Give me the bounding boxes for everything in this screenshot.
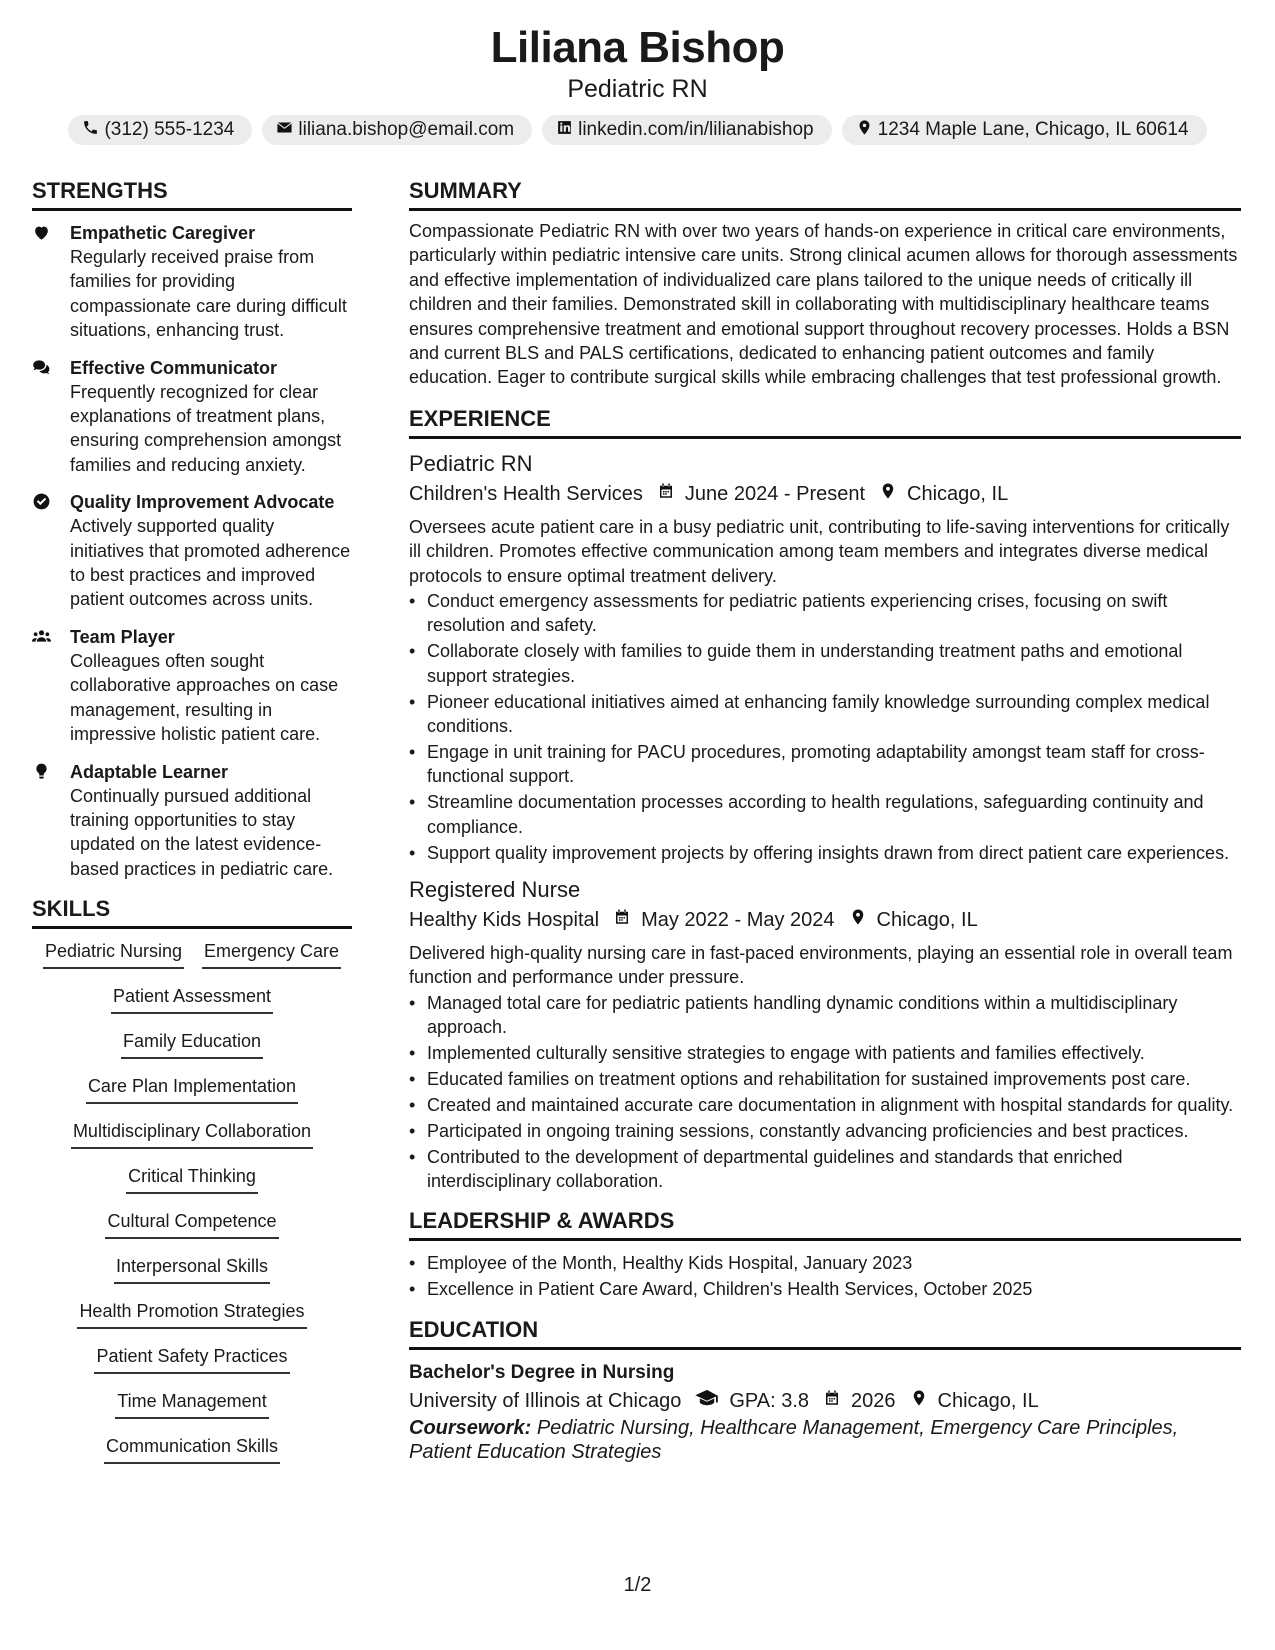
- strength-description: Colleagues often sought collaborative approaches on case management, resulting in impressive holistic patient care.: [70, 650, 339, 745]
- company-name: Children's Health Services: [409, 482, 643, 505]
- education-heading: EDUCATION: [409, 1315, 1241, 1350]
- strength-item: [32, 625, 352, 747]
- skill-tag: Interpersonal Skills: [114, 1254, 270, 1284]
- resume-header: [0, 22, 1275, 145]
- list-item: • Contributed to the development of departmental guidelines and standards that enriched interdisciplinary collaboration.: [409, 1145, 1241, 1194]
- list-item: • Managed total care for pediatric patients handling dynamic conditions within a multidisciplinary approach.: [409, 991, 1241, 1040]
- job-title: Pediatric RN: [409, 450, 533, 476]
- job-location: Chicago, IL: [876, 909, 978, 932]
- phone-icon: [82, 119, 99, 142]
- strength-title: Adaptable Learner: [70, 761, 229, 782]
- contact-bar: [0, 115, 1275, 145]
- degree-title: Bachelor's Degree in Nursing: [409, 1361, 675, 1383]
- map-marker-icon: [856, 119, 873, 142]
- left-column: [32, 176, 352, 1479]
- strength-title: Quality Improvement Advocate: [70, 492, 335, 513]
- leadership-heading: LEADERSHIP & AWARDS: [409, 1206, 1241, 1241]
- strength-item: [32, 760, 352, 882]
- check-circle-icon: [32, 490, 70, 612]
- gpa-text: GPA: 3.8: [729, 1389, 810, 1412]
- skills-heading: SKILLS: [32, 894, 352, 929]
- list-item: • Streamline documentation processes according to health regulations, safeguarding continuity and compliance.: [409, 790, 1241, 839]
- list-item: • Educated families on treatment options and rehabilitation for sustained improvements post care.: [409, 1067, 1241, 1091]
- page-indicator: 1/2: [623, 1574, 652, 1596]
- job-entry: [409, 449, 1241, 865]
- job-summary: Oversees acute patient care in a busy pediatric unit, contributing to life-saving interventions for critically ill children. Promotes effective communication among team members and integrates diverse medical protocols to ensure optimal treatment delivery.: [409, 516, 1230, 586]
- strength-title: Empathetic Caregiver: [70, 223, 256, 243]
- skill-tag: Multidisciplinary Collaboration: [71, 1119, 313, 1149]
- candidate-name: Liliana Bishop: [490, 23, 785, 72]
- skill-tag: Health Promotion Strategies: [77, 1299, 306, 1329]
- map-marker-icon: [865, 479, 907, 509]
- job-meta: [409, 479, 1241, 509]
- skill-tag: Care Plan Implementation: [86, 1074, 298, 1104]
- skill-tag: Critical Thinking: [126, 1164, 258, 1194]
- company-name: Healthy Kids Hospital: [409, 909, 600, 932]
- list-item: • Participated in ongoing training sessions, constantly advancing proficiencies and best practices.: [409, 1119, 1241, 1143]
- education-meta: [409, 1386, 1241, 1416]
- list-item: • Collaborate closely with families to guide them in understanding treatment paths and emotional support strategies.: [409, 639, 1241, 688]
- list-item: • Conduct emergency assessments for pediatric patients experiencing crises, focusing on swift resolution and safety.: [409, 589, 1241, 638]
- job-summary: Delivered high-quality nursing care in fast-paced environments, playing an essential role in overall team function and performance under pressure.: [409, 943, 1233, 988]
- linkedin-text: linkedin.com/in/lilianabishop: [578, 119, 814, 140]
- job-location: Chicago, IL: [907, 482, 1009, 505]
- phone-contact[interactable]: [68, 115, 252, 145]
- job-dates: June 2024 - Present: [684, 482, 866, 505]
- graduation-cap-icon: [681, 1386, 729, 1416]
- email-text: liliana.bishop@email.com: [298, 119, 515, 140]
- candidate-role: Pediatric RN: [567, 75, 708, 103]
- strength-title: Team Player: [70, 626, 175, 647]
- list-item: • Support quality improvement projects by offering insights drawn from direct patient care experiences.: [409, 841, 1241, 865]
- coursework: [409, 1416, 1241, 1464]
- map-marker-icon: [835, 905, 877, 935]
- users-icon: [32, 625, 70, 747]
- list-item: • Excellence in Patient Care Award, Children's Health Services, October 2025: [409, 1277, 1241, 1301]
- school-name: University of Illinois at Chicago: [409, 1389, 682, 1412]
- job-bullets: [409, 589, 1241, 865]
- coursework-list: Pediatric Nursing, Healthcare Management, Emergency Care Principles, Patient Education Strategies: [409, 1416, 1179, 1463]
- skill-tag: Emergency Care: [202, 939, 341, 969]
- calendar-icon: [809, 1386, 851, 1416]
- strength-title: Effective Communicator: [70, 357, 278, 378]
- strengths-heading: STRENGTHS: [32, 176, 352, 211]
- phone-text: (312) 555-1234: [104, 119, 235, 140]
- lightbulb-icon: [32, 760, 70, 882]
- heart-icon: [32, 221, 70, 343]
- job-title: Registered Nurse: [409, 877, 581, 903]
- comments-icon: [32, 356, 70, 478]
- strength-item: [32, 221, 352, 343]
- list-item: • Created and maintained accurate care documentation in alignment with hospital standards for quality.: [409, 1093, 1241, 1117]
- strength-item: [32, 356, 352, 478]
- summary-text: Compassionate Pediatric RN with over two years of hands-on experience in critical care environments, particularly within pediatric intensive care units. Strong clinical acumen allows for thorough assessments and effective implementation of individualized care plans tailored to the unique needs of critically ill children and their families. Demonstrated skill in collaborating with multidisciplinary healthcare teams ensures comprehensive treatment and emotional support throughout recovery processes. Holds a BSN and current BLS and PALS certifications, dedicated to enhancing patient outcomes and family education. Eager to contribute surgical skills while embracing challenges that test professional growth.: [409, 221, 1238, 388]
- skills-list: [32, 939, 352, 1479]
- strength-description: Actively supported quality initiatives that promoted adherence to best practices and improved patient outcomes across units.: [70, 516, 351, 610]
- job-bullets: [409, 991, 1241, 1194]
- coursework-label: Coursework:: [409, 1416, 532, 1439]
- job-meta: [409, 905, 1241, 935]
- strength-item: [32, 490, 352, 612]
- strength-description: Regularly received praise from families for providing compassionate care during difficult situations, enhancing trust.: [70, 247, 347, 341]
- skill-tag: Family Education: [121, 1029, 263, 1059]
- skill-tag: Communication Skills: [104, 1434, 280, 1464]
- summary-heading: SUMMARY: [409, 176, 1241, 211]
- list-item: • Employee of the Month, Healthy Kids Hospital, January 2023: [409, 1251, 1241, 1275]
- calendar-icon: [643, 479, 685, 509]
- strength-description: Frequently recognized for clear explanations of treatment plans, ensuring comprehension amongst families and reducing anxiety.: [70, 381, 342, 475]
- skill-tag: Time Management: [115, 1389, 268, 1419]
- list-item: • Implemented culturally sensitive strategies to engage with patients and families effectively.: [409, 1041, 1241, 1065]
- skill-tag: Cultural Competence: [105, 1209, 278, 1239]
- awards-list: [409, 1251, 1241, 1301]
- linkedin-contact[interactable]: [542, 115, 832, 145]
- experience-heading: EXPERIENCE: [409, 404, 1241, 439]
- job-dates: May 2022 - May 2024: [641, 909, 835, 932]
- skill-tag: Pediatric Nursing: [43, 939, 184, 969]
- right-column: [409, 176, 1241, 1464]
- list-item: • Engage in unit training for PACU procedures, promoting adaptability amongst team staff for cross-functional support.: [409, 740, 1241, 789]
- address-contact[interactable]: [842, 115, 1207, 145]
- envelope-icon: [276, 119, 293, 142]
- strength-description: Continually pursued additional training opportunities to stay updated on the latest evidence-based practices in pediatric care.: [70, 785, 334, 879]
- skill-tag: Patient Safety Practices: [94, 1344, 289, 1374]
- list-item: • Pioneer educational initiatives aimed at enhancing family knowledge surrounding complex medical conditions.: [409, 690, 1241, 739]
- map-marker-icon: [896, 1386, 938, 1416]
- calendar-icon: [599, 905, 641, 935]
- address-text: 1234 Maple Lane, Chicago, IL 60614: [877, 119, 1189, 140]
- graduation-year: 2026: [851, 1389, 896, 1412]
- skill-tag: Patient Assessment: [111, 984, 273, 1014]
- job-entry: [409, 875, 1241, 1194]
- linkedin-icon: [556, 119, 573, 142]
- education-location: Chicago, IL: [937, 1389, 1039, 1412]
- email-contact[interactable]: [262, 115, 532, 145]
